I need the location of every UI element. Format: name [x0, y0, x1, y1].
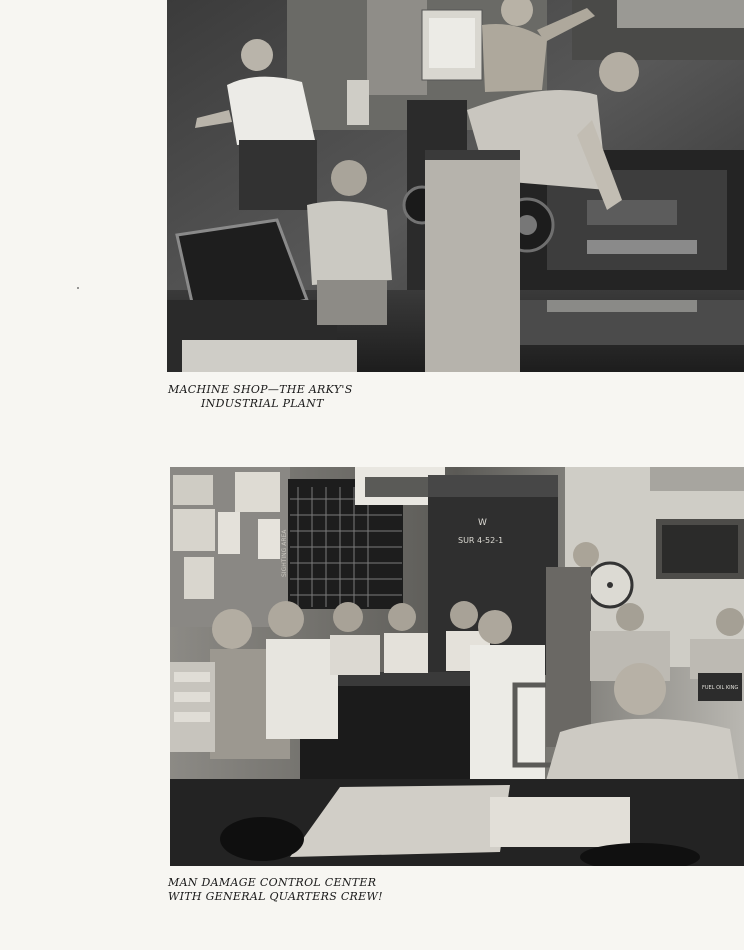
damage-control-illustration [170, 467, 744, 866]
placard-label: FUEL OIL KING [702, 685, 739, 691]
caption-line: INDUSTRIAL PLANT [201, 397, 324, 410]
dust-speck [77, 287, 79, 289]
damage-control-caption [168, 876, 383, 904]
machine-shop-illustration [167, 0, 744, 372]
damage-control-photo [170, 467, 744, 866]
caption-line: WITH GENERAL QUARTERS CREW! [168, 890, 383, 903]
cabinet-label-top: W [478, 518, 487, 528]
machine-shop-caption [168, 383, 353, 411]
board-label: SIGHTING AREA [281, 529, 288, 577]
cabinet-label-bottom: SUR 4-52-1 [458, 536, 504, 545]
machine-shop-photo [167, 0, 744, 372]
caption-line: MACHINE SHOP—THE ARKY'S [168, 383, 353, 396]
caption-line: MAN DAMAGE CONTROL CENTER [168, 876, 377, 889]
